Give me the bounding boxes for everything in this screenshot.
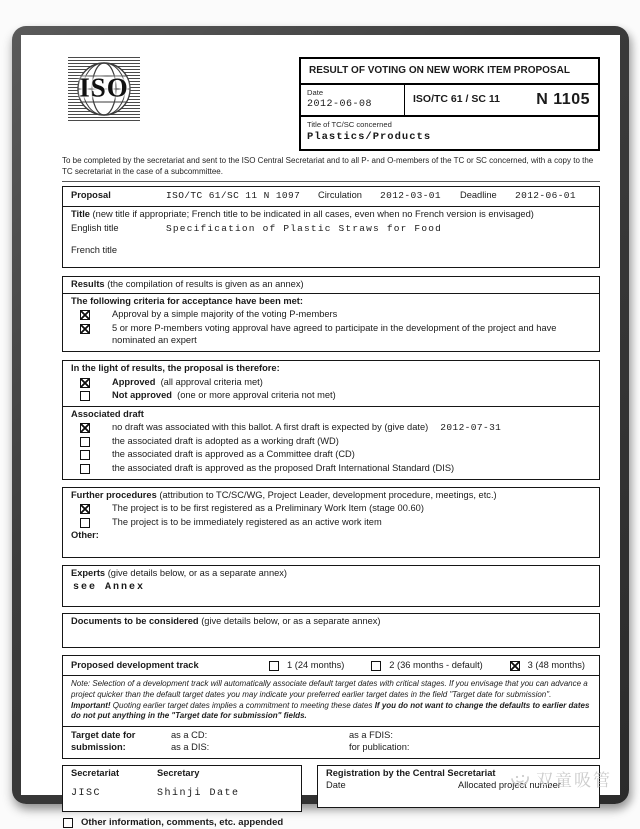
track-checkbox-2 xyxy=(371,661,381,671)
tc-title-label: Title of TC/SC concerned xyxy=(307,120,392,130)
circulation-label: Circulation xyxy=(318,190,362,201)
further-procedures-label: Further procedures xyxy=(71,490,157,500)
title-hint: (new title if appropriate; French title to be indicated in all cases, even when no French version is envisaged) xyxy=(92,208,534,219)
draft-item-2 xyxy=(71,436,591,448)
documents-empty-space xyxy=(71,628,591,644)
approved-checkbox xyxy=(80,378,90,388)
other-information-label: Other information, comments, etc. appended xyxy=(81,816,284,828)
approved-item xyxy=(71,377,591,389)
form-content xyxy=(21,35,620,828)
english-title-row xyxy=(71,223,591,235)
draft-checkbox-3 xyxy=(80,450,90,460)
approved-label-bold: Approved xyxy=(112,376,156,387)
secretary-label: Secretary xyxy=(157,767,200,778)
development-track-label: Proposed development track xyxy=(71,659,199,670)
separator-rule xyxy=(62,181,600,182)
draft-item-4-label: the associated draft is approved as the proposed Draft International Standard (DIS) xyxy=(112,462,455,473)
criteria-heading: The following criteria for acceptance have been met: xyxy=(71,296,303,307)
procedure-item-2 xyxy=(71,517,591,529)
target-date-label: Target date for submission: xyxy=(71,729,136,752)
other-procedures-label: Other: xyxy=(71,530,99,541)
completion-instruction: To be completed by the secretariat and sent to the ISO Central Secretariat and to all P- and O-members of the TC or SC concerned, with a copy to the TC secretariat in the case of a subcommittee. xyxy=(62,156,594,177)
note-box xyxy=(62,675,600,727)
form-header xyxy=(62,57,600,151)
track-checkbox-1 xyxy=(269,661,279,671)
criteria-checkbox-1 xyxy=(80,310,90,320)
draft-item-3 xyxy=(71,449,591,461)
not-approved-checkbox xyxy=(80,391,90,401)
track-checkbox-3 xyxy=(510,661,520,671)
draft-checkbox-2 xyxy=(80,437,90,447)
title-heading-line xyxy=(71,209,591,221)
title-box xyxy=(62,206,600,268)
secretariat-label: Secretariat xyxy=(71,767,120,778)
draft-item-2-label: the associated draft is adopted as a working draft (WD) xyxy=(112,435,339,446)
form-page xyxy=(21,35,620,828)
track-option-3-label: 3 (48 months) xyxy=(527,659,585,670)
proposal-box xyxy=(62,186,600,207)
light-of-results-box xyxy=(62,360,600,407)
documents-hint: (give details below, or as a separate annex) xyxy=(201,615,381,626)
not-approved-item xyxy=(71,390,591,402)
proposal-value: ISO/TC 61/SC 11 N 1097 xyxy=(166,190,301,202)
experts-hint: (give details below, or as a separate annex) xyxy=(107,568,288,579)
draft-item-1-text: no draft was associated with this ballot. A first draft is expected by (give date) xyxy=(112,422,429,433)
secretariat-grid xyxy=(71,768,293,802)
note-text-1: Note: Selection of a development track will automatically associate default target dates with critical stages. If you envisage that you can advance a project quicker than the default target dates you may indicate your preferred earlier target dates in the field "Target date for submission". xyxy=(71,679,588,699)
criteria-item-1 xyxy=(71,309,591,321)
not-approved-label-bold: Not approved xyxy=(112,389,172,400)
approved-label xyxy=(112,377,263,389)
criteria-box xyxy=(62,293,600,352)
proposal-label: Proposal xyxy=(71,190,111,201)
procedure-item-1 xyxy=(71,503,591,515)
secretariat-value: JISC xyxy=(71,788,102,800)
note-important: Important! xyxy=(71,700,111,710)
track-option-2 xyxy=(371,660,483,672)
english-title-value: Specification of Plastic Straws for Food xyxy=(166,222,443,234)
results-box xyxy=(62,276,600,295)
not-approved-label xyxy=(112,390,336,402)
results-label: Results xyxy=(71,278,105,289)
watermark-text: 双童吸管 xyxy=(536,771,612,791)
experts-value: see Annex xyxy=(73,581,146,593)
approved-hint: (all approval criteria met) xyxy=(160,376,263,387)
publication-label: for publication: xyxy=(349,741,410,752)
further-procedures-hint: (attribution to TC/SC/WG, Project Leader, development procedure, meetings, etc.) xyxy=(159,490,497,500)
draft-item-1 xyxy=(71,422,591,434)
form-header-table xyxy=(299,57,600,151)
results-hint: (the compilation of results is given as an annex) xyxy=(107,278,304,289)
track-option-1-label: 1 (24 months) xyxy=(287,659,345,670)
document-photo-frame xyxy=(12,26,629,828)
criteria-item-1-label: Approval by a simple majority of the voting P-members xyxy=(112,309,338,320)
other-information-row xyxy=(62,817,600,829)
registration-date-label: Date xyxy=(326,780,346,791)
circulation-value: 2012-03-01 xyxy=(380,190,442,202)
procedure-checkbox-1 xyxy=(80,504,90,514)
header-middle-row xyxy=(301,85,598,118)
draft-checkbox-1 xyxy=(80,423,90,433)
criteria-item-2 xyxy=(71,323,591,347)
documents-label: Documents to be considered xyxy=(71,615,199,626)
criteria-item-2-label: 5 or more P-members voting approval have agreed to participate in the development of the project and have nominated an expert xyxy=(112,322,557,345)
watermark xyxy=(509,766,612,791)
associated-draft-box xyxy=(62,406,600,480)
criteria-checkbox-2 xyxy=(80,324,90,334)
french-title-label: French title xyxy=(71,244,117,255)
procedure-item-2-label: The project is to be immediately registered as an active work item xyxy=(112,516,382,527)
other-information-checkbox xyxy=(63,818,73,828)
title-label: Title xyxy=(71,208,90,219)
experts-empty-space xyxy=(71,595,591,603)
draft-checkbox-4 xyxy=(80,464,90,474)
fdis-label: as a FDIS: xyxy=(349,729,393,740)
light-of-results-heading: In the light of results, the proposal is therefore: xyxy=(71,363,280,374)
note-text-2: Quoting earlier target dates implies a commitment to meeting these dates xyxy=(110,700,375,710)
dis-label: as a DIS: xyxy=(171,741,210,752)
experts-label: Experts xyxy=(71,568,106,579)
date-label: Date xyxy=(307,87,324,97)
draft-item-1-label xyxy=(112,422,501,434)
cd-label: as a CD: xyxy=(171,729,208,740)
associated-draft-heading: Associated draft xyxy=(71,408,144,419)
iso-logo-text: ISO xyxy=(79,72,129,103)
header-tc-title-cell xyxy=(301,117,598,149)
experts-box xyxy=(62,565,600,607)
draft-item-4 xyxy=(71,463,591,475)
committee-reference: ISO/TC 61 / SC 11 xyxy=(413,93,500,106)
allocated-project-number-label: Allocated project number xyxy=(458,780,561,791)
development-track-options xyxy=(269,660,591,672)
further-procedures-heading-line xyxy=(71,490,591,502)
secretariat-box xyxy=(62,765,302,812)
development-track-box xyxy=(62,655,600,677)
smiley-face-icon xyxy=(509,769,531,789)
draft-item-3-label: the associated draft is approved as a Committee draft (CD) xyxy=(112,449,355,460)
note-bold-tail: If you do not want to change the defaults to earlier dates do not put anything in the "Target date for submission" fields. xyxy=(71,700,590,721)
track-option-2-label: 2 (36 months - default) xyxy=(389,659,483,670)
not-approved-hint: (one or more approval criteria not met) xyxy=(177,389,336,400)
header-committee-cell xyxy=(405,85,598,116)
procedure-checkbox-2 xyxy=(80,518,90,528)
secretary-value: Shinji Date xyxy=(157,788,240,800)
french-title-row xyxy=(71,245,591,264)
date-value: 2012-06-08 xyxy=(307,98,373,110)
track-option-3 xyxy=(510,660,585,672)
further-procedures-box xyxy=(62,487,600,558)
deadline-value: 2012-06-01 xyxy=(515,190,577,202)
track-option-1 xyxy=(269,660,344,672)
other-procedures-empty-space xyxy=(71,542,591,554)
english-title-label: English title xyxy=(71,222,119,233)
target-date-box xyxy=(62,726,600,759)
document-number: N 1105 xyxy=(536,90,590,108)
tc-title-value: Plastics/Products xyxy=(307,131,432,144)
documents-heading-line xyxy=(71,616,591,628)
procedure-item-1-label: The project is to be first registered as a Preliminary Work Item (stage 00.60) xyxy=(112,503,424,514)
draft-expected-date: 2012-07-31 xyxy=(440,422,502,434)
registration-heading: Registration by the Central Secretariat xyxy=(326,767,496,778)
iso-logo xyxy=(68,57,140,121)
documents-box xyxy=(62,613,600,648)
form-title: RESULT OF VOTING ON NEW WORK ITEM PROPOSAL xyxy=(301,59,598,85)
header-date-cell xyxy=(301,85,405,116)
deadline-label: Deadline xyxy=(460,190,497,201)
experts-heading-line xyxy=(71,568,591,580)
